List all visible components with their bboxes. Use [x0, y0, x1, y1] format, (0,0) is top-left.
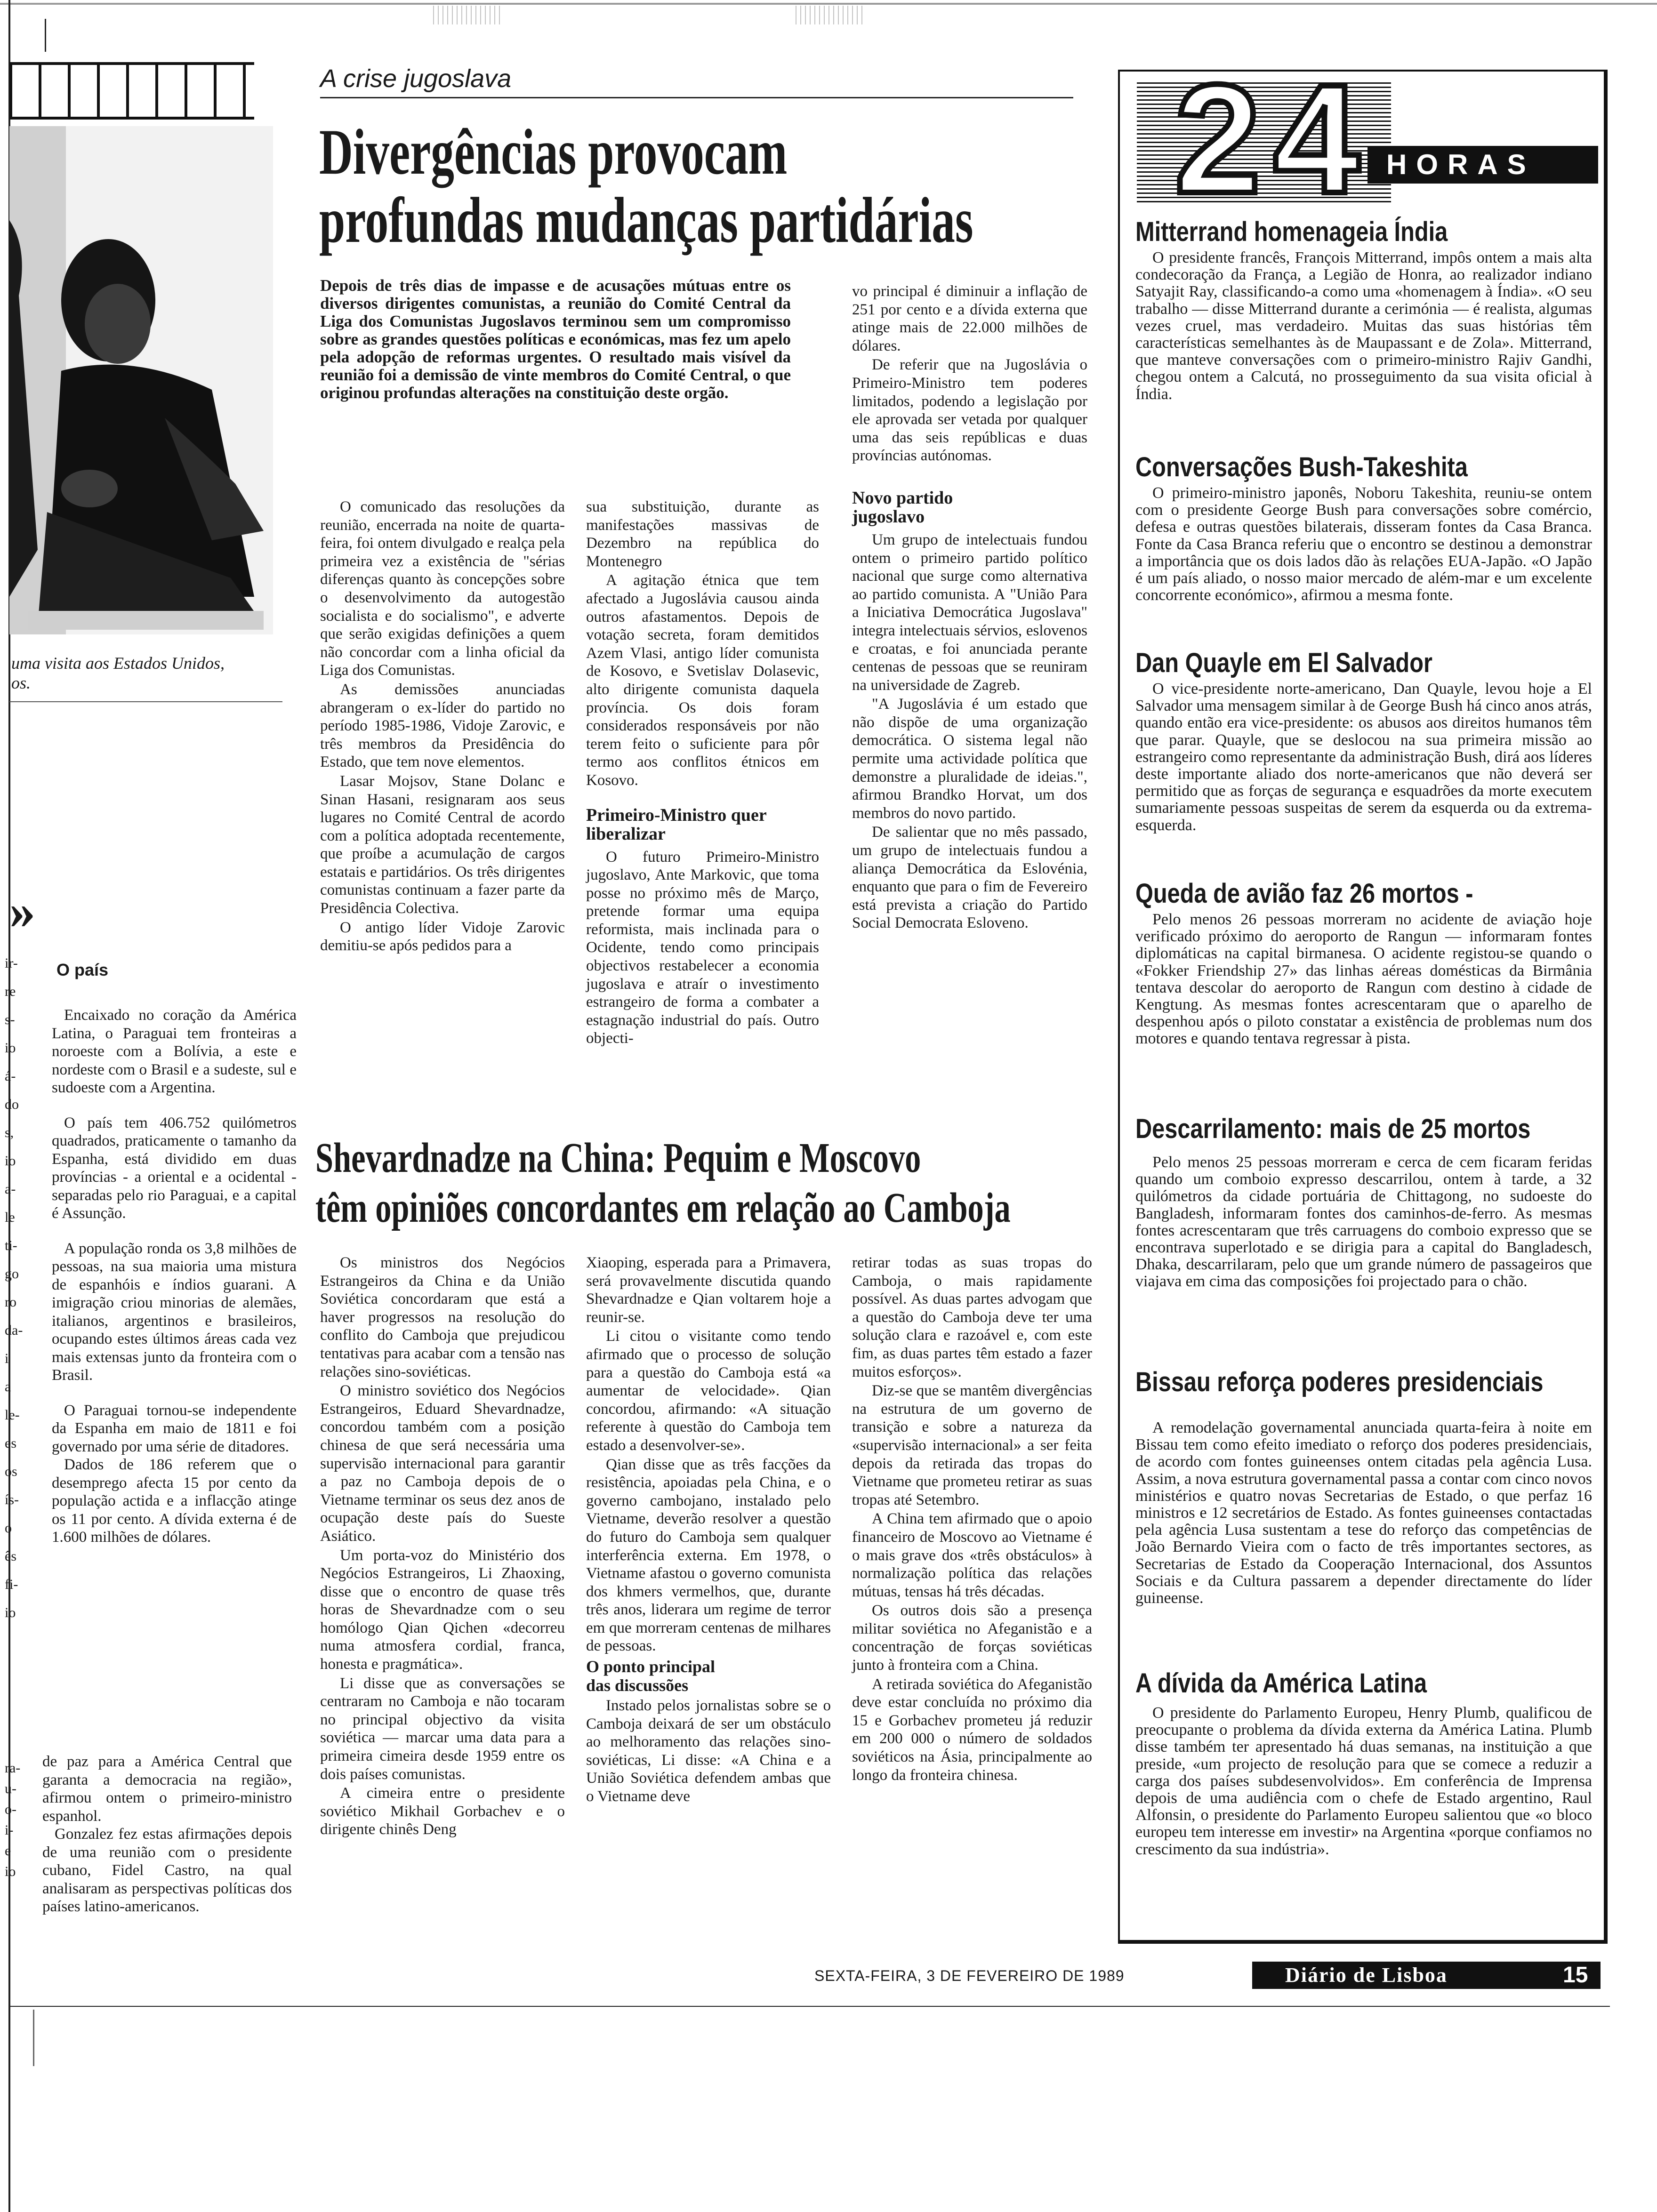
- edge-fragment: e: [5, 1843, 11, 1859]
- edge-fragment: a-: [5, 1181, 16, 1197]
- second-col-c-p5: A retirada soviética do Afeganistão deve estar concluída no próximo dia 15 e Gorbachev prometeu já reduzir em 200 000 o número de soldados soviéticos na Ásia, principalmente ao longo da fronteira chinesa.: [852, 1675, 1092, 1784]
- second-col-c-p2: Diz-se que se mantêm divergências na estrutura de um governo de transição e sobre a natureza da «supervisão internacional» a ser feita depois da retirada das tropas do Vietname que prometeu retirar as suas tropas até Setembro.: [852, 1382, 1092, 1508]
- edge-fragment: le: [5, 1210, 15, 1225]
- second-headline: [315, 1133, 1174, 1233]
- edge-fragment: a: [5, 1379, 11, 1395]
- edge-fragment: io: [5, 1605, 16, 1620]
- logo-word: HORAS: [1386, 149, 1536, 180]
- edge-fragment: le-: [5, 1407, 20, 1423]
- right-item-3-body: O vice-presidente norte-americano, Dan Quayle, levou hoje a El Salvador uma mensagem similar à de George Bush há cinco anos atrás, quando então era vice-presidente: os abusos aos direitos humanos têm que parar. Quayle, que se deslocou na sua primeira missão ao estrangeiro como representante da administração Bush, dirá aos líderes deste importante aliado dos norte-americanos que não deverá ser permitido que as forças de segurança e esquadrões da morte executem sumariamente pessoas suspeitas de serem da esquerda ou da extrema-esquerda.: [1135, 680, 1592, 834]
- main-col-c-p1: vo principal é diminuir a inflação de 251 por cento e a dívida externa que atinge mais de 22.000 milhões de dólares.: [852, 283, 1087, 354]
- second-col-b-p2: Li citou o visitante como tendo afirmado que o processo de solução para a questão do Camboja está «a aumentar de velocidade». Qian concordou, afirmando: «A situação referente à questão do Camboja tem estado a desenvolver-se».: [586, 1328, 831, 1454]
- right-item-6-title: Bissau reforça poderes presidenciais: [1135, 1367, 1544, 1397]
- right-item-2: [1135, 453, 1592, 604]
- main-headline-line-1: Divergências provocam: [319, 116, 788, 188]
- logo-digit-2: 2: [1174, 52, 1261, 225]
- main-col-b-p2: A agitação étnica que tem afectado a Jugoslávia causou ainda outros afastamentos. Depois de votação secreta, foram demitidos Azem Vlasi, antigo líder comunista de Kosovo, e Svetislav Dolasevic, alto dirigente comunista daquela província. Os dois foram considerados responsáveis por não terem feito o suficiente para pôr termo aos conflitos étnicos em Kosovo.: [586, 572, 819, 789]
- edge-fragment: á-: [5, 1068, 16, 1084]
- sidebar-bottom-p1: de paz para a América Central que garanta a democracia na região», afirmou ontem o primeiro-ministro espanhol.: [42, 1753, 292, 1825]
- main-col-a: [320, 498, 565, 956]
- logo-digit-4: 4: [1273, 52, 1360, 225]
- sidebar-heading: O país: [56, 960, 109, 979]
- main-col-c: [852, 282, 1087, 933]
- second-col-b-p1: Xiaoping, esperada para a Primavera, será provavelmente discutida quando Shevardnadze e Qian voltarem hoje a reunir-se.: [586, 1254, 831, 1326]
- sidebar-p5: Dados de 186 referem que o desemprego afecta 15 por cento da população actida e a inflacção atinge os 11 por cento. A dívida externa é de 1.600 milhões de dólares.: [52, 1456, 297, 1546]
- second-headline-line-2: têm opiniões concordantes em relação ao Camboja: [315, 1185, 1011, 1231]
- right-item-1: [1135, 217, 1592, 403]
- edge-fragment: ro: [5, 1294, 16, 1310]
- footer-left-vertical: [33, 2010, 34, 2066]
- section-label: A crise jugoslava: [320, 64, 512, 93]
- second-col-a-p2: O ministro soviético dos Negócios Estrangeiros, Eduard Shevardnadze, concordou também com a posição chinesa de que será necessária uma supervisão internacional para garantir a paz no Camboja depois de o Vietname terminar os seus dez anos de ocupação deste país do Sueste Asiático.: [320, 1382, 565, 1545]
- crop-mark-top-left: [45, 19, 46, 52]
- main-col-c-p3: Um grupo de intelectuais fundou ontem o primeiro partido político nacional que surge como alternativa ao partido comunista. A "União Para a Iniciativa Democrática Jugoslava" integra intelectuais sérvios, eslovenos e croatas, e foi anunciada perante centenas de pessoas que se reuniram na universidade de Zagreb.: [852, 531, 1087, 694]
- edge-fragment: ir-: [5, 955, 18, 971]
- edge-fragment: do: [5, 1097, 19, 1112]
- edge-fragment: ês: [5, 1548, 16, 1564]
- second-col-c-p4: Os outros dois são a presença militar soviética no Afeganistão e a concentração de forças soviéticas junto à fronteira com a China.: [852, 1602, 1092, 1674]
- second-col-c: [852, 1254, 1092, 1785]
- right-item-3: [1135, 649, 1592, 834]
- right-item-7: [1135, 1669, 1592, 1858]
- right-item-4-body: Pelo menos 26 pessoas morreram no acidente de aviação hoje verificado próximo do aeroporto de Rangun — informaram fontes diplomáticas na capital birmanesa. O acidente registou-se quando o «Fokker Friendship 27» das linhas aéreas domésticas da Birmânia tentava descolar do aeroporto de Rangun com destino à cidade de Kengtung. As mesmas fontes acrescentaram que o aparelho de despenhou após o piloto constatar a existência de problemas num dos motores e quando tentava regressar à pista.: [1135, 911, 1592, 1048]
- right-item-3-title: Dan Quayle em El Salvador: [1135, 648, 1432, 678]
- edge-fragment: i-: [5, 1822, 14, 1838]
- photo: [9, 126, 273, 634]
- right-item-4-title: Queda de avião faz 26 mortos -: [1135, 878, 1473, 909]
- sidebar-p1: Encaixado no coração da América Latina, o Paraguai tem fronteiras a noroeste com a Bolívia, a este e nordeste com o Brasil e a sudeste, sul e sudoeste com a Argentina.: [52, 1007, 297, 1096]
- right-item-5: [1135, 1114, 1592, 1290]
- photo-frame-strip: [9, 62, 254, 120]
- edge-fragment: s-: [5, 1012, 15, 1027]
- sidebar-p3: A população ronda os 3,8 milhões de pessoas, na sua maioria uma mistura de espanhóis e índios guarani. A imigração criou minorias de alemães, italianos, argentinos e brasileiros, ocupando estes últimos áreas cada vez mais extensas junto da fronteira com o Brasil.: [52, 1240, 297, 1384]
- edge-fragment: go: [5, 1266, 19, 1282]
- main-headline: [319, 118, 1133, 254]
- main-col-a-p2: As demissões anunciadas abrangeram o ex-líder do partido no período 1985-1986, Vidoje Zarovic, e três membros da Presidência do Estado, que tem nove elementos.: [320, 681, 565, 771]
- right-item-5-title: Descarrilamento: mais de 25 mortos: [1135, 1114, 1531, 1144]
- footer-page-number: 15: [1563, 1963, 1588, 1988]
- main-col-a-p3: Lasar Mojsov, Stane Dolanc e Sinan Hasani, resignaram aos seus lugares no Comité Central de acordo com a política adoptada recentemente, que proíbe a acumulação de cargos estatais e partidários. Os três dirigentes comunistas continuam a fazer parte da Presidência Colectiva.: [320, 772, 565, 917]
- right-item-4: [1135, 879, 1592, 1048]
- main-col-c-subhead: Novo partido jugoslavo: [852, 488, 953, 527]
- footer-rule: [9, 2006, 1610, 2007]
- edge-fragment: ti-: [5, 1238, 17, 1253]
- sidebar-bottom-p2: Gonzalez fez estas afirmações depois de uma reunião com o presidente cubano, Fidel Castro, na qual analisaram as perspectivas políticas dos países latino-americanos.: [42, 1826, 292, 1915]
- bleed-mark-top-right: [796, 6, 866, 24]
- edge-fragment: o: [5, 1520, 12, 1536]
- sidebar-quote-mark: »: [9, 882, 35, 939]
- photo-image: [9, 126, 273, 634]
- edge-fragment: es: [5, 1435, 16, 1451]
- right-item-6: [1135, 1368, 1592, 1607]
- main-col-b-p3: O futuro Primeiro-Ministro jugoslavo, Ante Markovic, que toma posse no próximo mês de Março, pretende formar uma equipa reformista, mais inclinada para o Ocidente, tendo como principais objectivos restabelecer a economia jugoslava e atraír o investimento estrangeiro de forma a combater a estagnação industrial do país. Outro objecti-: [586, 848, 819, 1047]
- right-item-5-body: Pelo menos 25 pessoas morreram e cerca de cem ficaram feridas quando um comboio expresso descarrilou, ontem à tarde, a 32 quilómetros da cidade portuária de Chittagong, no sudoeste do Bangladesh, informaram fontes dos caminhos-de-ferro. As mesmas fontes acrescentaram que três carruagens do comboio expresso que se encontrava superlotado e se dirigia para a capital do Bangladesch, Dhaka, descarrilaram, pelo que um grande número de passageiros que viajava em cima das composições foi projectado para o chão.: [1135, 1154, 1592, 1290]
- second-col-c-p3: A China tem afirmado que o apoio financeiro de Moscovo ao Vietname é o mais grave dos «três obstáculos» à normalização política das relações mútuas, tensas há três décadas.: [852, 1510, 1092, 1600]
- main-lead: Depois de três dias de impasse e de acusações mútuas entre os diversos dirigentes comunistas, a reunião do Comité Central da Liga dos Comunistas Jugoslavos terminou sem um compromisso sobre as grandes questões políticas e económicas, mas fez um apelo pela adopção de reformas urgentes. O resultado mais visível da reunião foi a demissão de vinte membros do Comité Central, o que originou profundas alterações na constituição deste orgão.: [320, 276, 791, 402]
- photo-caption-line-2: os.: [11, 673, 31, 692]
- main-col-b-p1: sua substituição, durante as manifestações massivas de Dezembro na república do Montenegro: [586, 498, 819, 570]
- edge-fragment: ís-: [5, 1492, 19, 1507]
- right-item-1-body: O presidente francês, François Mitterrand, impôs ontem a mais alta condecoração da França, a Legião de Honra, ao realizador indiano Satyajit Ray, classificando-a como uma «homenagem à Índia». «O seu trabalho — disse Mitterrand durante a cerimónia — é realista, algumas vezes cruel, mas verdadeiro. Muitas das suas histórias têm características semelhantes às de Maupassant e de Zola». Mitterrand, que manteve conversações com o primeiro-ministro Rajiv Gandhi, chegou ontem a Calcutá, no prosseguimento da sua visita oficial à Índia.: [1135, 249, 1592, 403]
- edge-fragment: os: [5, 1464, 17, 1479]
- main-col-c-p5: De salientar que no mês passado, um grupo de intelectuais fundou a aliança Democrática da Eslovénia, enquanto que para o fim de Fevereiro está prevista a criação do Partido Social Democrata Esloveno.: [852, 824, 1087, 932]
- second-col-b-p3: Qian disse que as três facções da resistência, apoiadas pela China, e o governo cambojano, instalado pelo Vietname, deverão resolver a questão do futuro do Camboja sem qualquer interferência externa. Em 1978, o Vietname afastou o governo comunista dos khmers vermelhos, que, durante três anos, liderara um regime de terror em que morreram centenas de milhares de pessoas.: [586, 1456, 831, 1655]
- main-col-c-p2: De referir que na Jugoslávia o Primeiro-Ministro tem poderes limitados, podendo a legislação por ele aprovada ser vetada por qualquer uma das seis repúblicas e duas províncias autónomas.: [852, 356, 1087, 465]
- bleed-mark-top-center: [433, 6, 504, 24]
- edge-fragment: da-: [5, 1322, 23, 1338]
- top-rule: [0, 3, 1657, 5]
- edge-fragment: io: [5, 1153, 16, 1169]
- second-col-b-subhead: O ponto principal das discussões: [586, 1657, 716, 1695]
- second-headline-line-1: Shevardnadze na China: Pequim e Moscovo: [315, 1135, 921, 1181]
- right-item-7-body: O presidente do Parlamento Europeu, Henry Plumb, qualificou de preocupante o problema da dívida externa da América Latina. Plumb disse também ter apresentado há duas semanas, na instituição a que preside, «um projecto de resolução para que se comece a reduzir a carga dos países subdesenvolvidos». Em conferência de Imprensa depois de uma audiência com o chefe de Estado argentino, Raul Alfonsin, o presidente do Parlamento Europeu salientou que «o bloco europeu tem interesse em investir» na Argentina «porque confiamos no crescimento da sua indústria».: [1135, 1704, 1592, 1858]
- second-col-a-p3: Um porta-voz do Ministério dos Negócios Estrangeiros, Li Zhaoxing, disse que o encontro de quase três horas de Shevardnadze com o seu homólogo Qian Qichen «decorreu numa atmosfera cordial, franca, honesta e pragmática».: [320, 1547, 565, 1673]
- sidebar-p2: O país tem 406.752 quilómetros quadrados, praticamente o tamanho da Espanha, está dividido em duas províncias - a oriental e a ocidental - separadas pelo rio Paraguai, e a capital é Assunção.: [52, 1114, 297, 1222]
- second-col-b-p4: Instado pelos jornalistas sobre se o Camboja deixará de ser um obstáculo ao melhoramento das relações sino-soviéticas, Li disse: «A China e a União Soviética defendem ambas que o Vietname deve: [586, 1697, 831, 1805]
- second-col-a-p4: Li disse que as conversações se centraram no Camboja e não tocaram no principal objectivo da visita soviética — marcar uma data para a primeira cimeira desde 1959 entre os dois países comunistas.: [320, 1675, 565, 1783]
- right-item-7-title: A dívida da América Latina: [1135, 1668, 1427, 1699]
- edge-fragment: re: [5, 984, 16, 999]
- second-col-a-p1: Os ministros dos Negócios Estrangeiros da China e da União Soviética concordaram que está a haver progressos na resolução do conflito do Camboja que prejudicou tentativas para acabar com a tensão nas relações sino-soviéticas.: [320, 1254, 565, 1380]
- main-headline-line-2: profundas mudanças partidárias: [319, 184, 973, 256]
- main-col-a-p1: O comunicado das resoluções da reunião, encerrada na noite de quarta-feira, foi ontem divulgado e realça pela primeira vez a existência de "sérias diferenças quanto às concepções sobre o desenvolvimento da autogestão socialista e do socialismo", e adverte que serão exigidas definições a quem não concordar com a linha oficial da Liga dos Comunistas.: [320, 498, 565, 679]
- second-col-a: [320, 1254, 565, 1840]
- sidebar-body: [52, 1006, 297, 1547]
- footer-date: SEXTA-FEIRA, 3 DE FEVEREIRO DE 1989: [814, 1967, 1125, 1984]
- edge-fragment: ra-: [5, 1760, 21, 1776]
- footer-masthead: Diário de Lisboa: [1285, 1964, 1448, 1987]
- section-label-rule: [320, 97, 1073, 98]
- right-item-2-title: Conversações Bush-Takeshita: [1135, 452, 1468, 482]
- main-col-a-p4: O antigo líder Vidoje Zarovic demitiu-se após pedidos para a: [320, 919, 565, 954]
- right-item-6-body: A remodelação governamental anunciada quarta-feira à noite em Bissau tem como efeito imediato o reforço dos poderes presidenciais, de acordo com fontes guineenses ontem citadas pela agência Lusa. Assim, a nova estrutura governamental passa a contar com cinco novos ministérios e quatro novas Secretarias de Estado, o que perfaz 16 ministros e 12 secretários de Estado. As fontes guineenses contactadas pela agência Lusa sustentam a tese do reforço das competências de João Bernardo Vieira com o facto de três importantes sectores, as Secretarias de Estado da Cooperação Internacional, dos Assuntos Sociais e da Cultura passarem a depender directamente do líder guineense.: [1135, 1419, 1592, 1607]
- photo-caption-line-1: uma visita aos Estados Unidos,: [11, 654, 225, 673]
- sidebar-p4: O Paraguai tornou-se independente da Espanha em maio de 1811 e foi governado por uma série de ditadores.: [52, 1402, 297, 1455]
- edge-fragment: i: [5, 1351, 9, 1366]
- second-col-c-p1: retirar todas as suas tropas do Camboja, o mais rapidamente possível. As duas partes advogam que a questão do Camboja deve ter uma solução clara e razoável e, com este fim, as duas partes têm estado a fazer muitos esforços».: [852, 1254, 1092, 1380]
- main-col-b: [586, 498, 819, 1049]
- sidebar-bottom-body: [42, 1753, 292, 1916]
- edge-fragment: fi-: [5, 1577, 18, 1592]
- right-item-2-body: O primeiro-ministro japonês, Noboru Takeshita, reuniu-se ontem com o presidente George Bush para conversações sobre comércio, defesa e outras questões bilaterais, disseram fontes da Casa Branca. Fonte da Casa Branca referiu que o encontro se destinou a demonstrar a importância que os dois lados dão às relações EUA-Japão. «O Japão é um país aliado, o nosso maior mercado de além-mar e um excelente concorrente económico», afirmou a mesma fonte.: [1135, 484, 1592, 604]
- edge-fragment: io: [5, 1040, 16, 1056]
- second-col-b: [586, 1254, 831, 1807]
- edge-fragment: s,: [5, 1125, 14, 1140]
- photo-caption-rule: [9, 701, 282, 702]
- edge-fragment: io: [5, 1864, 16, 1879]
- photo-caption: [11, 653, 280, 693]
- main-col-b-subhead: Primeiro-Ministro quer liberalizar: [586, 805, 767, 844]
- right-item-1-title: Mitterrand homenageia Índia: [1135, 216, 1448, 247]
- edge-fragment: o-: [5, 1802, 16, 1817]
- second-col-a-p5: A cimeira entre o presidente soviético Mikhail Gorbachev e o dirigente chinês Deng: [320, 1785, 565, 1838]
- horas-logo: [1123, 52, 1608, 225]
- edge-fragment: u-: [5, 1781, 16, 1796]
- main-col-c-p4: "A Jugoslávia é um estado que não dispõe de uma organização democrática. O sistema legal não permite uma actividade política que demonstre a pluralidade de ideias.", afirmou Brandko Horvat, um dos membros do novo partido.: [852, 696, 1087, 822]
